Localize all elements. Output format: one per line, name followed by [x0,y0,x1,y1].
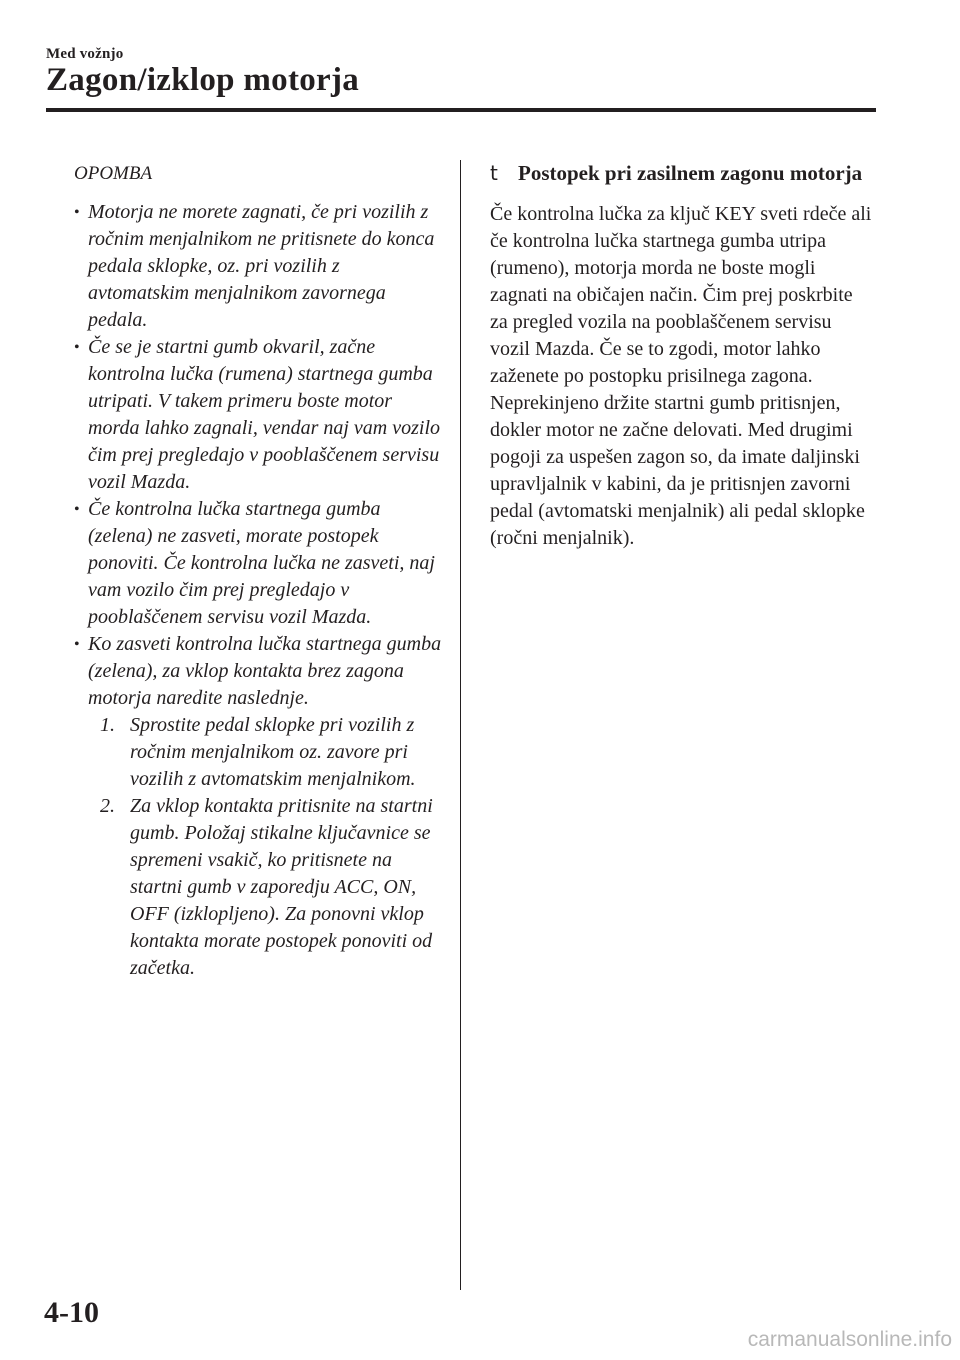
numbered-step [74,712,444,793]
watermark: carmanualsonline.info [747,1328,952,1351]
bullet-dot-icon: • [74,204,80,221]
section-marker-icon: t [490,161,498,185]
note-column [74,160,444,982]
note-bullet-text: Ko zasveti kontrolna lučka startnega gumba (zelena), za vklop kontakta brez zagona motorja naredite naslednje. [88,633,442,709]
note-bullet-text: Motorja ne morete zagnati, če pri vozilih z ročnim menjalnikom ne pritisnete do konca pedala sklopke, oz. pri vozilih z avtomatskim menjalnikom zavornega pedala. [88,201,435,331]
section-label: Med vožnjo [46,46,124,62]
step-number: 2. [100,795,115,817]
note-bullet-text: Če kontrolna lučka startnega gumba (zelena) ne zasveti, morate postopek ponoviti. Če kontrolna lučka ne zasveti, naj vam vozilo čim prej pregledajo v pooblaščenem servisu vozil Mazda. [88,498,435,628]
note-bullet [74,334,444,496]
note-bullet [74,496,444,631]
bullet-dot-icon: • [74,636,80,653]
note-bullet-text: Če se je startni gumb okvaril, začne kontrolna lučka (rumena) startnega gumba utripati. V takem primeru boste motor morda lahko zagnali, vendar naj vam vozilo čim prej pregledajo v pooblaščenem servisu vozil Mazda. [88,336,441,493]
step-text: Sprostite pedal sklopke pri vozilih z ročnim menjalnikom oz. zavore pri vozilih z avtomatskim menjalnikom. [130,714,416,790]
page-title: Zagon/izklop motorja [46,62,360,98]
column-divider [460,160,461,1290]
step-number: 1. [100,714,115,736]
note-bullet [74,199,444,334]
page-number: 4-10 [44,1296,99,1329]
procedure-body: Če kontrolna lučka za ključ KEY sveti rdeče ali če kontrolna lučka startnega gumba utripa (rumeno), motorja morda ne boste mogli zagnati na običajen način. Čim prej poskrbite za pregled vozila na pooblaščenem servisu vozil Mazda. Če se to zgodi, motor lahko zaženete po postopku prisilnega zagona. Neprekinjeno držite startni gumb pritisnjen, dokler motor ne začne delovati. Med drugimi pogoji za uspešen zagon so, da imate daljinski upravljalnik v kabini, da je pritisnjen zavorni pedal (avtomatski menjalnik) ali pedal sklopke (ročni menjalnik). [490,203,872,549]
step-text: Za vklop kontakta pritisnite na startni gumb. Položaj stikalne ključavnice se spremeni vsakič, ko pritisnete na startni gumb v zaporedju ACC, ON, OFF (izklopljeno). Za ponovni vklop kontakta morate postopek ponoviti od začetka. [130,795,433,979]
title-rule [46,108,876,112]
bullet-dot-icon: • [74,339,80,356]
note-bullet [74,631,444,712]
bullet-dot-icon: • [74,501,80,518]
procedure-heading-text: Postopek pri zasilnem zagonu motorja [518,161,863,185]
procedure-heading [490,160,875,187]
numbered-step [74,793,444,982]
note-heading: OPOMBA [74,163,153,184]
procedure-column [490,160,875,552]
